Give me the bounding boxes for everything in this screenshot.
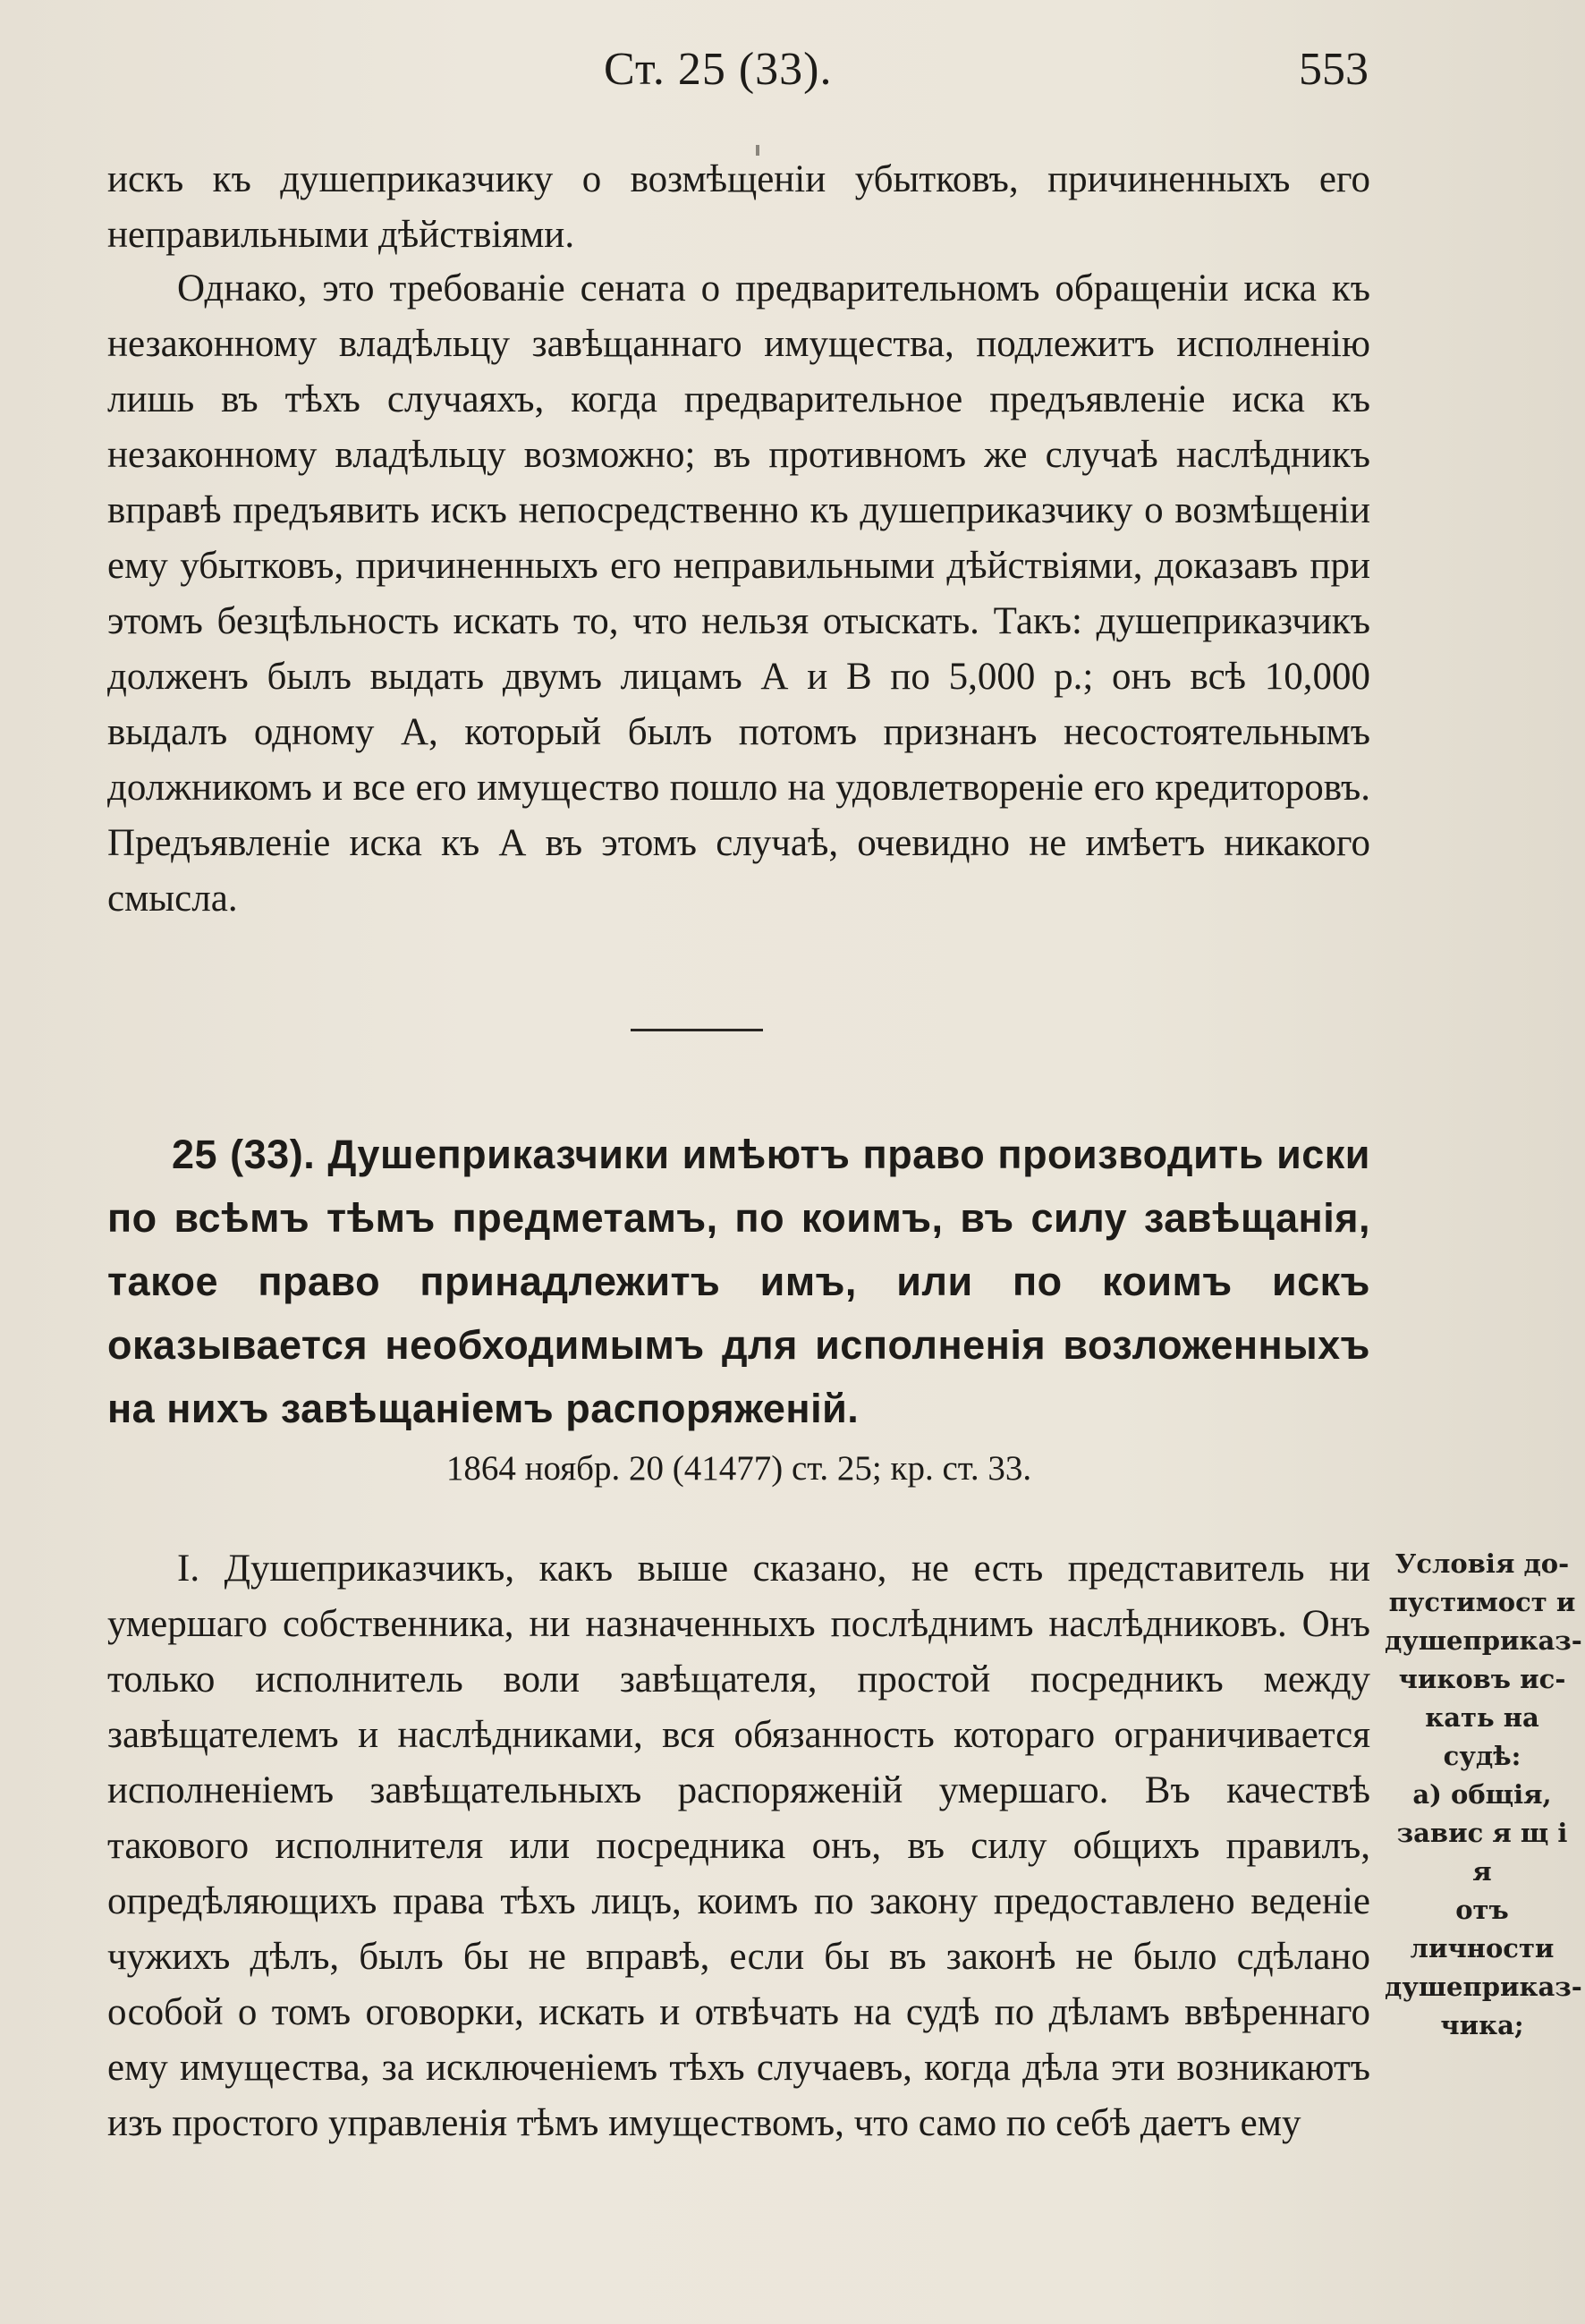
margin-note-line: пустимост и [1388, 1587, 1576, 1617]
sennate-requirement-paragraph: Однако, это требованіе сената о предварительномъ обращеніи иска къ незаконному владѣльцу завѣщаннаго имущества, подлежитъ исполненію лишь въ тѣхъ случаяхъ, когда предварительное предъявленіе иска къ незаконному владѣльцу возможно; въ противномъ же случаѣ наслѣдникъ вправѣ предъявить искъ непосредственно къ душеприказчику о возмѣщеніи ему убытковъ, причиненныхъ его неправильными дѣйствіями, доказавъ при этомъ безцѣльность искать то, что нельзя отыскать. Такъ: душеприказчикъ долженъ былъ выдать двумъ лицамъ А и В по 5,000 р.; онъ всѣ 10,000 выдалъ одному А, который былъ потомъ признанъ несостоятельнымъ должникомъ и все его имущество пошло на удовлетвореніе его кредиторовъ. Предъявленіе иска къ А въ этомъ случаѣ, очевидно не имѣетъ никакого смысла. [107, 267, 1370, 920]
article-statement [107, 1123, 1370, 1440]
margin-note-line: кать на судѣ: [1425, 1702, 1539, 1771]
running-title: Ст. 25 (33). [604, 44, 833, 95]
paragraph-block [107, 261, 1370, 927]
margin-note-line: душеприказ- [1385, 1625, 1582, 1656]
article-block [107, 1123, 1370, 1440]
article-text: Душеприказчики имѣютъ право производить иски по всѣмъ тѣмъ предметамъ, по коимъ, въ силу завѣщанія, такое право принадлежитъ имъ, или по коимъ искъ оказывается необходимымъ для исполненія возложенныхъ на нихъ завѣщаніемъ распоряженій. [107, 1132, 1370, 1431]
margin-note-line: чика; [1440, 2010, 1524, 2040]
article-source-citation: 1864 ноябр. 20 (41477) ст. 25; кр. ст. 33. [445, 1449, 1032, 1488]
margin-note-line: а) общія, [1412, 1779, 1552, 1810]
margin-note [1385, 1545, 1580, 2045]
section-divider [631, 1029, 763, 1031]
page-header [107, 43, 1377, 115]
continuation-block [107, 152, 1370, 263]
margin-note-line: душеприказ- [1385, 1972, 1582, 2002]
margin-note-line: Условія до- [1394, 1548, 1570, 1579]
margin-note-line: завис я щ і я [1396, 1818, 1568, 1887]
commentary-block [107, 1541, 1370, 2151]
continuation-paragraph: искъ къ душеприказчику о возмѣщеніи убытковъ, причиненныхъ его неправильными дѣйствіями. [107, 158, 1370, 256]
margin-note-line: отъ личности [1410, 1895, 1555, 1964]
page-number: 553 [1299, 44, 1369, 95]
article-number: 25 (33). [172, 1132, 316, 1177]
margin-note-line: чиковъ ис- [1398, 1664, 1566, 1694]
commentary-paragraph: I. Душеприказчикъ, какъ выше сказано, не есть представитель ни умершаго собственника, ни назначенныхъ послѣднимъ наслѣдниковъ. Онъ только исполнитель воли завѣщателя, простой посредникъ между завѣщателемъ и наслѣдниками, вся обязанность котораго ограничивается исполненіемъ завѣщательныхъ распоряженій умершаго. Въ качествѣ такового исполнителя или посредника онъ, въ силу общихъ правилъ, опредѣляющихъ права тѣхъ лицъ, коимъ по закону предоставлено веденіе чужихъ дѣлъ, былъ бы не вправѣ, если бы въ законѣ не было сдѣлано особой о томъ оговорки, искать и отвѣчать на судѣ по дѣламъ ввѣреннаго ему имущества, за исключеніемъ тѣхъ случаевъ, когда дѣла эти возникаютъ изъ простого управленія тѣмъ имуществомъ, что само по себѣ даетъ ему [107, 1548, 1370, 2144]
